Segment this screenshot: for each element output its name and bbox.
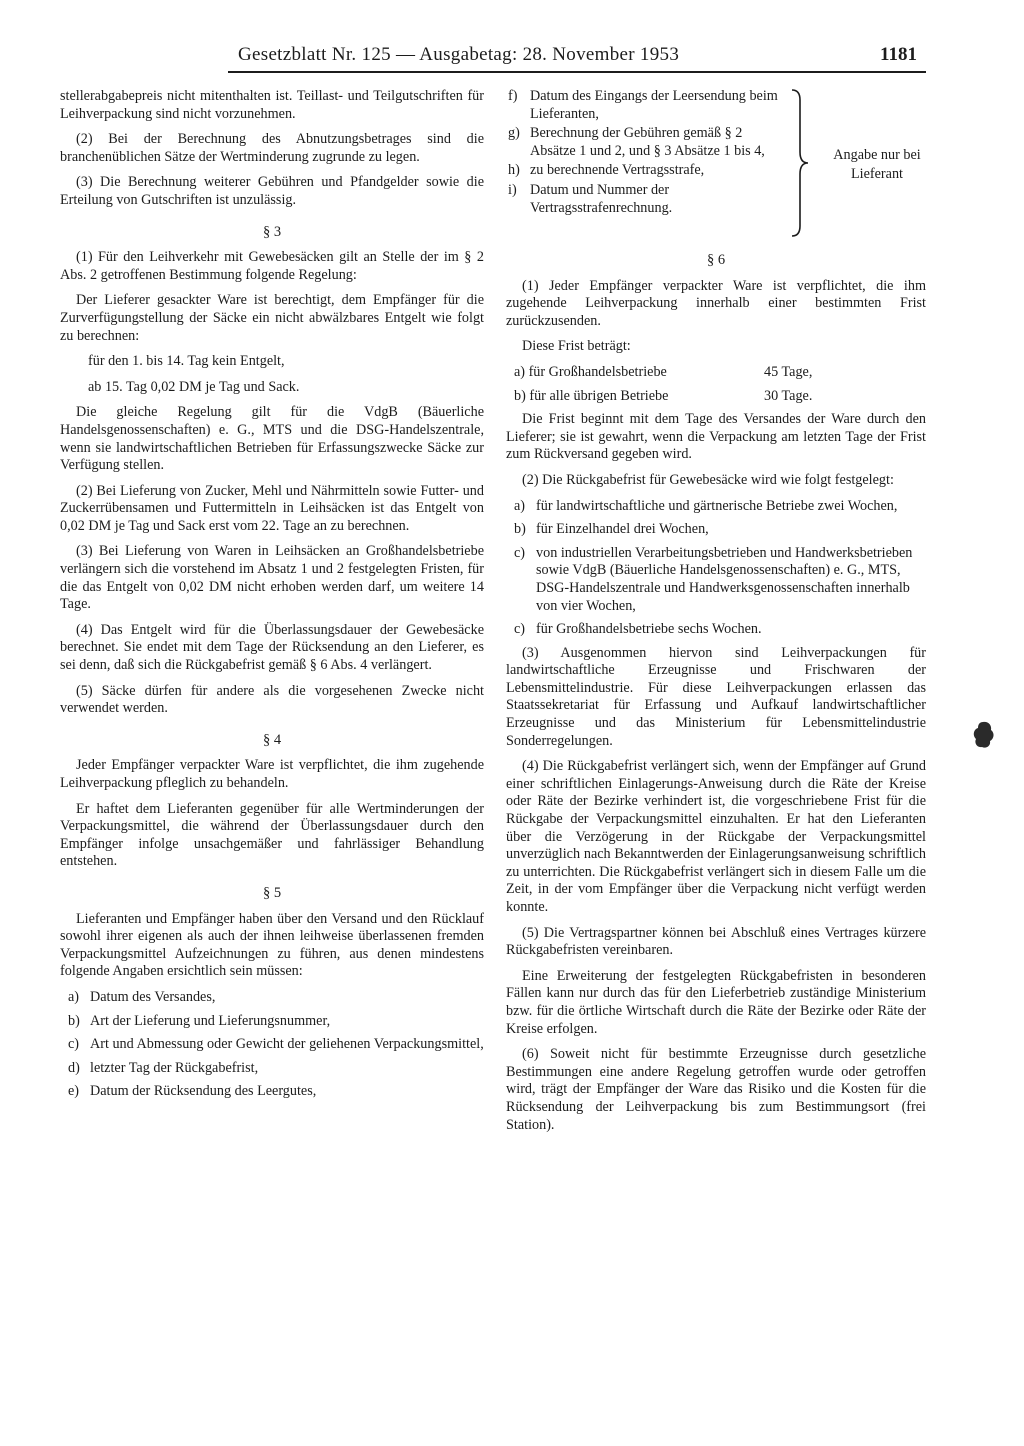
list-item-text: zu berechnende Vertragsstrafe, [530,162,705,179]
list-item [60,1083,484,1101]
list-item-label: c) [514,544,526,561]
paragraph: (4) Das Entgelt wird für die Überlassungsdauer der Gewebesäcke berechnet. Sie endet mit dem Tage der Rücksendung an den Lieferer, es sei denn, daß sich die Rückgabefrist gemäß § 6 Abs. 4 verlängert. [60,621,484,674]
list-item [506,162,784,180]
deadline-label: a) für Großhandelsbetriebe [514,363,667,380]
paragraph: Die gleiche Regelung gilt für die VdgB (Bäuerliche Handelsgenossenschaften) e. G., MTS und die DSG-Handelszentrale, wenn sie landwirtschaftlichen Betrieben für Erfassungszwecke Säcke zur Verfügung stellen. [60,404,484,474]
list-item [506,521,926,539]
paragraph: Der Lieferer gesackter Ware ist berechtigt, dem Empfänger für die Zurverfügungstellung der Säcke ein nicht abwälzbares Entgelt wie folgt zu berechnen: [60,292,484,344]
paragraph: Lieferanten und Empfänger haben über den Versand und den Rücklauf sowohl ihrer eigenen als auch der ihnen leihweise überlassenen fremden Verpackungsmittel Aufzeichnungen zu führen, aus denen mindestens folgende Angaben ersichtlich sein müssen: [60,910,484,980]
list-item-label: f) [508,88,518,104]
paragraph: (1) Jeder Empfänger verpackter Ware ist verpflichtet, die ihm zugehende Leihverpackung innerhalb einer bestimmten Frist zurückzusenden. [506,277,926,329]
paragraph: (3) Ausgenommen hiervon sind Leihverpackungen für landwirtschaftliche Erzeugnisse und Frischwaren der Lebensmittelindustrie. Für diese Leihverpackungen erlassen das Staatssekretariat für Erfassung und Aufkauf landwirtschaftlicher Erzeugnisse und das Ministerium für Lebensmittelindustrie Sonderregelungen. [506,644,926,749]
deadline-value: 45 Tage, [764,363,813,380]
list-item-text: Datum und Nummer der Vertragsstrafenrechnung. [530,181,673,216]
deadline-value: 30 Tage. [764,387,813,404]
paragraph: (3) Bei Lieferung von Waren in Leihsäcken an Großhandelsbetriebe verlängern sich die vorstehend im Absatz 1 und 2 festgelegten Fristen, für die das Entgelt von 0,02 DM nicht erhoben werden darf, um weitere 14 Tage. [60,543,484,613]
paragraph: Jeder Empfänger verpackter Ware ist verpflichtet, die ihm zugehende Leihverpackung pfleglich zu behandeln. [60,757,484,791]
list-item-label: g) [508,125,520,142]
list-item [506,621,926,639]
paragraph: (2) Bei der Berechnung des Abnutzungsbetrages sind die branchenüblichen Sätze der Wertminderung zugrunde zu legen. [60,131,484,165]
paragraph: (3) Die Berechnung weiterer Gebühren und Pfandgelder sowie die Erteilung von Gutschriften ist unzulässig. [60,174,484,208]
fee-rule-line: für den 1. bis 14. Tag kein Entgelt, [88,353,285,370]
fee-rule-line: ab 15. Tag 0,02 DM je Tag und Sack. [88,378,300,395]
list-item-label: b) [68,1012,80,1029]
paragraph: stellerabgabepreis nicht mitenthalten ist. Teillast- und Teilgutschriften für Leihverpackung sind nicht vorzunehmen. [60,88,484,122]
ink-blot-icon [972,720,996,750]
list-item-label: c) [68,1036,80,1053]
paragraph: (5) Die Vertragspartner können bei Abschluß eines Vertrages kürzere Rückgabefristen vereinbaren. [506,924,926,959]
paragraph: (2) Die Rückgabefrist für Gewebesäcke wird wie folgt festgelegt: [522,471,894,488]
list-item-text: Berechnung der Gebühren gemäß § 2 Absätze 1 und 2, und § 3 Absätze 1 bis 4, [530,125,765,159]
list-item-label: d) [68,1059,80,1076]
section-heading-6: § 6 [706,252,726,268]
list-item-text: für Einzelhandel drei Wochen, [536,521,709,538]
list-item-text: von industriellen Verarbeitungsbetrieben und Handwerksbetrieben sowie VdgB (Bäuerliche Handelsgenossenschaften) e. G., MTS, DSG-Handelszentrale und Handwerksgenossenschaften innerhalb von vier Wochen, [536,544,913,614]
list-item-label: i) [508,181,517,198]
paragraph: (4) Die Rückgabefrist verlängert sich, wenn der Empfänger auf Grund einer schriftlichen Einlagerungs-Anweisung durch die Räte der Kreise oder Räte der Bezirke verhindert ist, die vorgeschriebene Frist für die Rückgabe der Verpackungsmittel einzuhalten. Er hat den Lieferanten über die Verzögerung in der Rückgabe der Verpackungsmittel unverzüglich nach Bekanntwerden der Einlagerungsanweisung schriftlich zu unterrichten. Die Rückgabefrist verlängert sich in diesem Falle um die Zeit, in der vom Empfänger über die Verpackung nicht verfügt werden konnte. [506,758,926,915]
list-item [506,498,926,516]
right-brace-icon [790,88,810,238]
note-label: Angabe nur bei Lieferant [833,147,921,182]
list-item-label: a) [514,497,526,514]
section-heading-5: § 5 [262,884,282,901]
paragraph: Eine Erweiterung der festgelegten Rückgabefristen in besonderen Fällen kann nur durch das für den Lieferbetrieb zuständige Ministerium bzw. für die örtliche Wirtschaft durch die Räte der Bezirke oder Räte der Kreise erfolgen. [506,967,926,1037]
list-item-text: Art der Lieferung und Lieferungsnummer, [90,1012,331,1029]
list-item [60,1036,484,1054]
paragraph: (2) Bei Lieferung von Zucker, Mehl und Nährmitteln sowie Futter- und Zuckerrübensamen und Futtermitteln in Leihsäcken ist das Entgelt von 0,02 DM je Tag und Sack erst vom 22. Tage an zu berechnen. [60,482,484,534]
list-item-text: Datum des Eingangs der Leersendung beim Lieferanten, [530,88,778,122]
list-item-label: a) [68,988,80,1005]
deadline-row [506,388,926,406]
list-item-text: Art und Abmessung oder Gewicht der geliehenen Verpackungsmittel, [90,1036,484,1053]
right-column [506,88,926,1142]
deadline-row [506,364,926,382]
list-item [506,545,926,615]
paragraph: Die Frist beginnt mit dem Tage des Versandes der Ware durch den Lieferer; sie ist gewahrt, wenn die Verpackung am letzten Tage der Frist zum Rückversand gegeben wird. [506,411,926,463]
paragraph: Diese Frist beträgt: [522,338,631,355]
deadline-label: b) für alle übrigen Betriebe [514,387,669,404]
header-rule [228,71,926,73]
paragraph: (1) Für den Leihverkehr mit Gewebesäcken gilt an Stelle der im § 2 Abs. 2 getroffenen Bestimmung folgende Regelung: [60,249,484,283]
paragraph: (6) Soweit nicht für bestimmte Erzeugnisse durch gesetzliche Bestimmungen eine andere Regelung getroffen wurde oder getroffen wird, trägt der Empfänger der Ware das Risiko und die Kosten für die Rücksendung der Leihverpackung bis zum Bestimmungsort (frei Station). [506,1046,926,1133]
list-item [60,989,484,1007]
list-item [506,88,784,123]
list-item-text: letzter Tag der Rückgabefrist, [90,1059,259,1076]
list-item [506,182,784,217]
list-item-label: c) [514,621,526,638]
note-items [506,88,784,219]
list-item-text: Datum des Versandes, [90,988,216,1005]
paragraph: (5) Säcke dürfen für andere als die vorgesehenen Zwecke nicht verwendet werden. [60,682,484,717]
paragraph: Er haftet dem Lieferanten gegenüber für alle Wertminderungen der Verpackungsmittel, die während der Überlassungsdauer durch den Empfänger infolge unsachgemäßer und fahrlässiger Behandlung entstehen. [60,800,484,870]
list-item-text: für landwirtschaftliche und gärtnerische Betriebe zwei Wochen, [536,497,898,514]
left-column [60,88,484,1107]
page-header-title: Gesetzblatt Nr. 125 — Ausgabetag: 28. November 1953 [238,44,680,65]
page-number: 1181 [880,44,917,65]
section-heading-3: § 3 [262,223,282,240]
list-item-text: für Großhandelsbetriebe sechs Wochen. [536,621,762,638]
list-item-label: b) [514,521,526,538]
list-item [60,1060,484,1078]
list-item [506,125,784,160]
list-item-text: Datum der Rücksendung des Leergutes, [90,1083,317,1100]
lieferant-note-block [506,88,926,238]
list-item [60,1013,484,1031]
list-item-label: h) [508,162,520,179]
list-item-label: e) [68,1083,80,1100]
section-heading-4: § 4 [262,731,282,748]
